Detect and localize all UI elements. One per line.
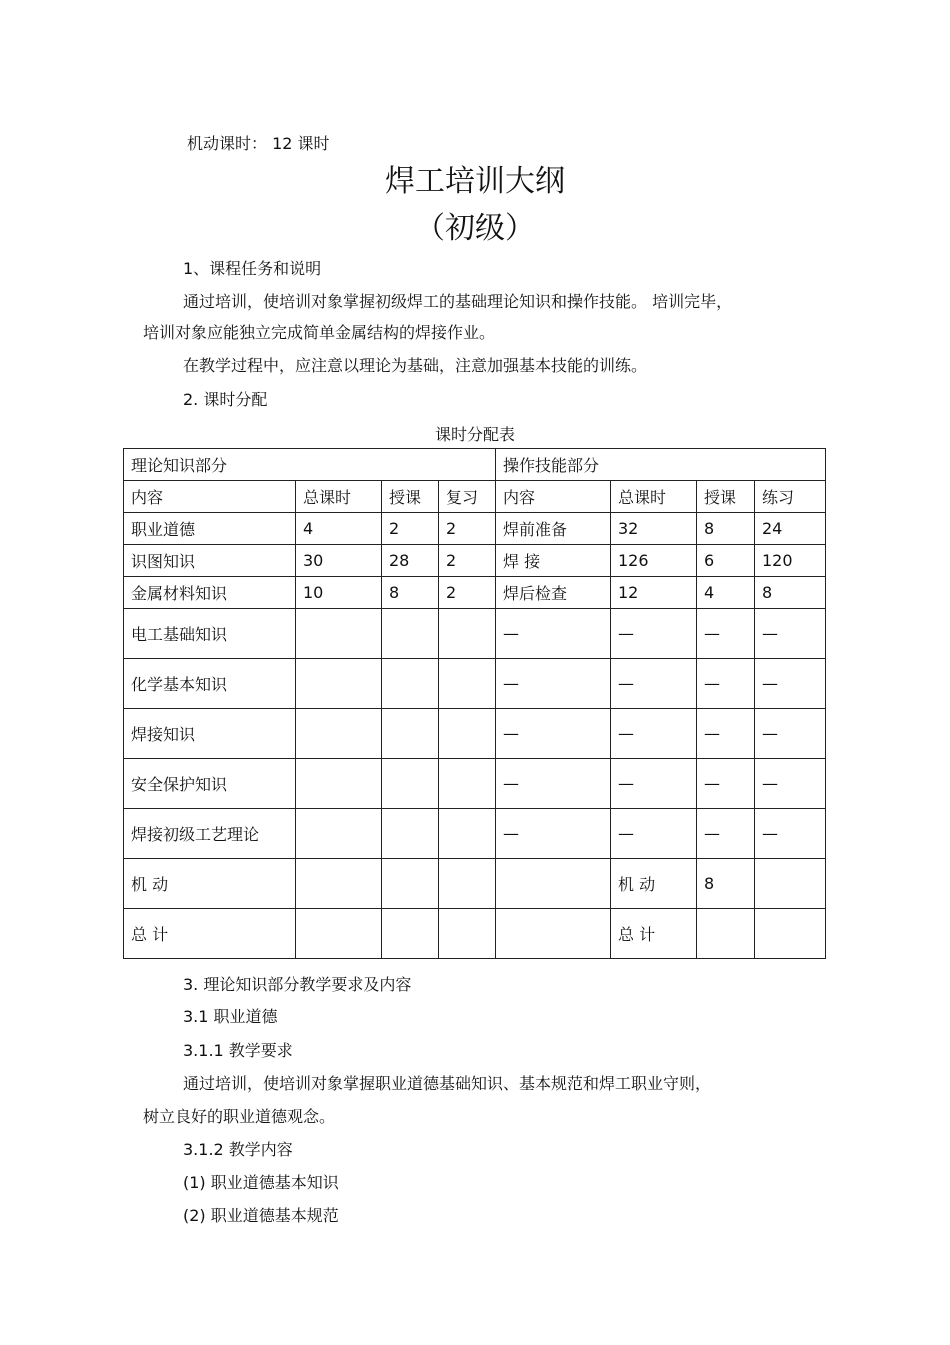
- table-cell: —: [496, 659, 611, 709]
- section3-para-line1: 通过培训，使培训对象掌握职业道德基础知识、基本规范和焊工职业守则，: [183, 1074, 712, 1093]
- table-cell: 电工基础知识: [124, 609, 296, 659]
- table-cell: [755, 859, 826, 909]
- hours-allocation-table: [123, 448, 826, 959]
- content-item-2: (2) 职业道德基本规范: [183, 1206, 339, 1225]
- table-cell: 2: [439, 577, 496, 609]
- table-cell: 30: [296, 545, 382, 577]
- table-cell: 2: [382, 513, 439, 545]
- column-header: 复习: [439, 481, 496, 513]
- section3-para-line2: 树立良好的职业道德观念。: [143, 1107, 336, 1126]
- section3-1-heading: 3.1 职业道德: [183, 1007, 278, 1026]
- section1-para1-line2: 培训对象应能独立完成简单金属结构的焊接作业。: [143, 323, 496, 342]
- table-row: [124, 659, 826, 709]
- table-cell: —: [755, 609, 826, 659]
- table-cell: [496, 859, 611, 909]
- table-cell: [439, 659, 496, 709]
- table-row: [124, 759, 826, 809]
- table-cell: [382, 759, 439, 809]
- table-column-header-row: [124, 481, 826, 513]
- table-cell: —: [496, 759, 611, 809]
- table-cell: 8: [755, 577, 826, 609]
- table-row: [124, 577, 826, 609]
- table-cell: [382, 709, 439, 759]
- table-cell: [296, 859, 382, 909]
- table-cell: —: [611, 609, 697, 659]
- table-cell: [697, 909, 755, 959]
- column-header: 总课时: [611, 481, 697, 513]
- table-cell: 8: [697, 513, 755, 545]
- table-cell: 化学基本知识: [124, 659, 296, 709]
- table-cell: —: [496, 609, 611, 659]
- table-cell: 4: [296, 513, 382, 545]
- table-cell: 总 计: [611, 909, 697, 959]
- table-cell: 焊接知识: [124, 709, 296, 759]
- table-cell: 总 计: [124, 909, 296, 959]
- table-row: [124, 545, 826, 577]
- table-cell: 2: [439, 513, 496, 545]
- table-cell: —: [611, 809, 697, 859]
- table-cell: 10: [296, 577, 382, 609]
- table-cell: 4: [697, 577, 755, 609]
- table-cell: —: [697, 759, 755, 809]
- section2-heading: 2. 课时分配: [183, 390, 268, 409]
- table-cell: [439, 759, 496, 809]
- table-cell: —: [611, 659, 697, 709]
- table-cell: [382, 809, 439, 859]
- table-cell: [755, 909, 826, 959]
- table-cell: 8: [382, 577, 439, 609]
- table-cell: —: [496, 809, 611, 859]
- table-group-header-row: [124, 449, 826, 481]
- table-cell: 焊后检查: [496, 577, 611, 609]
- table-cell: 职业道德: [124, 513, 296, 545]
- section1-para1-line1: 通过培训，使培训对象掌握初级焊工的基础理论知识和操作技能。 培训完毕，: [183, 292, 733, 311]
- group-theory-header: 理论知识部分: [124, 449, 496, 481]
- table-cell: —: [496, 709, 611, 759]
- table-cell: 32: [611, 513, 697, 545]
- section3-1-2-heading: 3.1.2 教学内容: [183, 1140, 293, 1159]
- table-cell: [296, 609, 382, 659]
- table-cell: —: [697, 659, 755, 709]
- table-cell: 机 动: [124, 859, 296, 909]
- table-cell: 金属材料知识: [124, 577, 296, 609]
- table-cell: 安全保护知识: [124, 759, 296, 809]
- table-cell: —: [697, 709, 755, 759]
- table-cell: 焊 接: [496, 545, 611, 577]
- table-cell: —: [755, 759, 826, 809]
- column-header: 授课: [382, 481, 439, 513]
- table-cell: 机 动: [611, 859, 697, 909]
- table-cell: 12: [611, 577, 697, 609]
- table-cell: [296, 709, 382, 759]
- table-row: [124, 809, 826, 859]
- table-caption: 课时分配表: [434, 425, 515, 444]
- table-cell: [439, 859, 496, 909]
- table-cell: [439, 609, 496, 659]
- flex-hours-line: 机动课时： 12 课时: [187, 134, 330, 153]
- table-cell: [296, 759, 382, 809]
- table-cell: [296, 659, 382, 709]
- table-cell: 焊前准备: [496, 513, 611, 545]
- table-cell: 120: [755, 545, 826, 577]
- table-cell: —: [697, 809, 755, 859]
- content-item-1: (1) 职业道德基本知识: [183, 1173, 339, 1192]
- table-cell: [439, 909, 496, 959]
- column-header: 内容: [124, 481, 296, 513]
- table-cell: [296, 809, 382, 859]
- document-subtitle: （初级）: [415, 211, 535, 246]
- table-cell: [382, 659, 439, 709]
- table-cell: [439, 709, 496, 759]
- table-cell: —: [611, 709, 697, 759]
- table-cell: —: [755, 659, 826, 709]
- column-header: 授课: [697, 481, 755, 513]
- table-row: [124, 859, 826, 909]
- table-cell: [439, 809, 496, 859]
- table-cell: 识图知识: [124, 545, 296, 577]
- table-cell: 2: [439, 545, 496, 577]
- table-cell: —: [755, 809, 826, 859]
- table-cell: 28: [382, 545, 439, 577]
- table-cell: [382, 909, 439, 959]
- section1-heading: 1、课程任务和说明: [183, 259, 322, 278]
- column-header: 总课时: [296, 481, 382, 513]
- table-cell: 126: [611, 545, 697, 577]
- table-cell: —: [755, 709, 826, 759]
- table-cell: [296, 909, 382, 959]
- group-practice-header: 操作技能部分: [496, 449, 826, 481]
- table-cell: [382, 859, 439, 909]
- section3-heading: 3. 理论知识部分教学要求及内容: [183, 975, 412, 994]
- table-row: [124, 909, 826, 959]
- document-title: 焊工培训大纲: [385, 164, 565, 199]
- table-cell: —: [697, 609, 755, 659]
- table-cell: [382, 609, 439, 659]
- column-header: 内容: [496, 481, 611, 513]
- section3-1-1-heading: 3.1.1 教学要求: [183, 1041, 293, 1060]
- table-cell: —: [611, 759, 697, 809]
- table-row: [124, 609, 826, 659]
- section1-para2: 在教学过程中，应注意以理论为基础，注意加强基本技能的训练。: [183, 356, 648, 375]
- table-cell: 焊接初级工艺理论: [124, 809, 296, 859]
- table-cell: 8: [697, 859, 755, 909]
- table-row: [124, 513, 826, 545]
- table-cell: 24: [755, 513, 826, 545]
- table-cell: 6: [697, 545, 755, 577]
- table-row: [124, 709, 826, 759]
- column-header: 练习: [755, 481, 826, 513]
- table-cell: [496, 909, 611, 959]
